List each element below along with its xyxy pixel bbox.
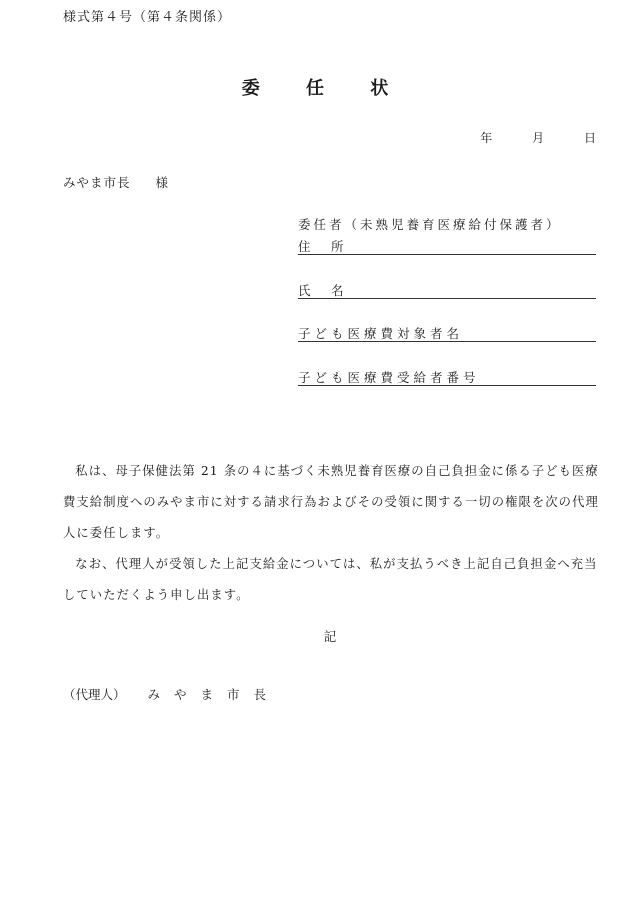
date-month-label: 月 — [532, 131, 545, 145]
delegator-heading: 委任者（未熟児養育医療給付保護者） — [298, 217, 562, 232]
title-char-3: 状 — [370, 78, 389, 99]
recipient-number-field[interactable] — [298, 368, 596, 386]
date-year-label: 年 — [480, 131, 493, 145]
agent-name: みやま市長 — [147, 687, 281, 702]
addressee-name: みやま市長 — [63, 175, 131, 190]
agent-line — [63, 685, 280, 703]
recipient-number-label: 子ども医療費受給者番号 — [298, 370, 480, 385]
date-day-label: 日 — [583, 131, 596, 145]
document-title — [0, 74, 630, 100]
body-paragraph-1: 私は、母子保健法第 21 条の４に基づく未熟児養育医療の自己負担金に係る子ども医療費支給制度へのみやま市に対する請求行為およびその受領に関する一切の権限を次の代理人に委任します。 — [63, 464, 599, 540]
date-line — [480, 129, 596, 146]
child-name-label: 子ども医療費対象者名 — [298, 326, 464, 341]
ki-heading: 記 — [323, 629, 337, 644]
child-name-field[interactable] — [298, 324, 596, 342]
name-label: 氏 名 — [298, 283, 348, 298]
addressee — [63, 173, 169, 191]
body-paragraph-2: なお、代理人が受領した上記支給金については、私が支払うべき上記自己負担金へ充当していただくよう申し出ます。 — [63, 557, 598, 602]
address-label: 住 所 — [298, 239, 348, 254]
form-number: 様式第４号（第４条関係） — [63, 10, 232, 25]
title-char-2: 任 — [306, 78, 324, 99]
agent-label: （代理人） — [63, 687, 126, 702]
address-field[interactable] — [298, 237, 596, 255]
name-field[interactable] — [298, 281, 596, 299]
title-char-1: 委 — [241, 78, 260, 99]
addressee-honorific: 様 — [155, 175, 170, 190]
body-text — [63, 456, 600, 611]
